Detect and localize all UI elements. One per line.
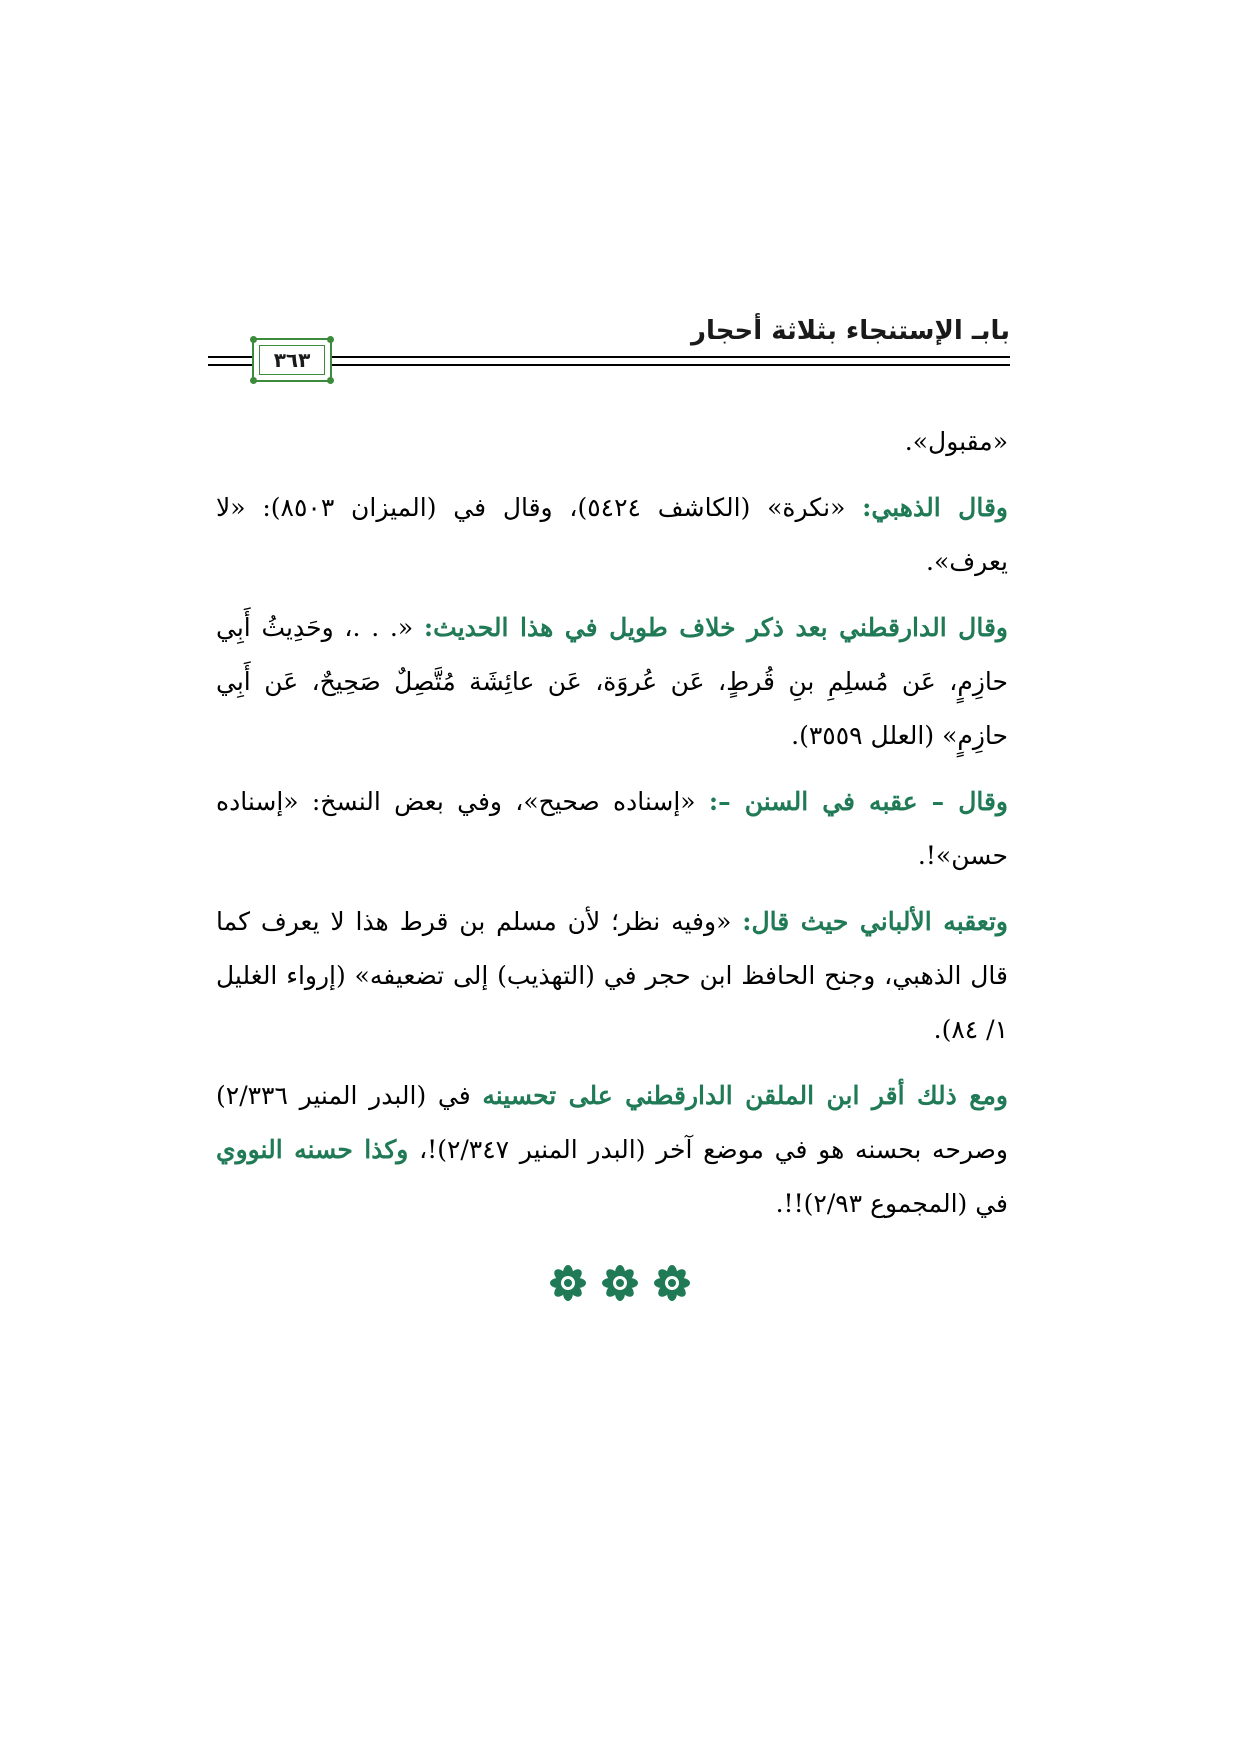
paragraph-text: في (المجموع ٢/٩٣)!!. xyxy=(775,1189,1008,1218)
body-paragraph xyxy=(216,415,1008,469)
badge-corner-ornament-icon xyxy=(327,336,334,343)
highlighted-attribution: ومع ذلك أقر ابن الملقن الدارقطني على تحسينه xyxy=(482,1081,1008,1110)
page-header xyxy=(208,292,1010,392)
badge-corner-ornament-icon xyxy=(250,336,257,343)
paragraph-text: «وفيه نظر؛ لأن مسلم بن قرط هذا لا يعرف كما قال الذهبي، وجنح الحافظ ابن حجر في (التهذيب) إلى تضعيفه» (إرواء الغليل ١/ ٨٤). xyxy=(216,907,1008,1044)
paragraph-text: «مقبول». xyxy=(904,427,1008,456)
page-number-badge xyxy=(252,338,332,382)
page-body xyxy=(216,415,1008,1243)
body-paragraph xyxy=(216,481,1008,589)
body-paragraph xyxy=(216,775,1008,883)
body-paragraph xyxy=(216,601,1008,763)
flower-ornament-icon xyxy=(602,1265,638,1305)
badge-corner-ornament-icon xyxy=(327,377,334,384)
flower-ornament-icon xyxy=(654,1265,690,1305)
paragraph-text: في (البدر المنير ٢/٣٣٦) وصرحه بحسنه هو في موضع آخر (البدر المنير ٢/٣٤٧)!، xyxy=(216,1081,1008,1164)
highlighted-attribution: وقال – عقبه في السنن –: xyxy=(708,787,1009,816)
badge-corner-ornament-icon xyxy=(250,377,257,384)
highlighted-attribution: وكذا حسنه النووي xyxy=(216,1135,409,1164)
section-end-ornaments xyxy=(0,1265,1240,1305)
body-paragraph xyxy=(216,895,1008,1057)
highlighted-attribution: وقال الذهبي: xyxy=(862,493,1008,522)
highlighted-attribution: وقال الدارقطني بعد ذكر خلاف طويل في هذا الحديث: xyxy=(423,613,1008,642)
page-number: ٣٦٣ xyxy=(259,345,325,375)
highlighted-attribution: وتعقبه الألباني حيث قال: xyxy=(742,907,1008,936)
chapter-title: بابـ الإستنجاء بثلاثة أحجار xyxy=(691,316,1010,346)
flower-ornament-icon xyxy=(550,1265,586,1305)
body-paragraph xyxy=(216,1069,1008,1231)
paragraph-text: «. . .، وحَدِيثُ أَبِي حازِمٍ، عَن مُسلِمِ بنِ قُرطٍ، عَن عُروَة، عَن عائِشَة مُتَّصِلٌ صَحِيحٌ، عَن أَبِي حازِمٍ» (العلل ٣٥٥٩). xyxy=(216,613,1008,750)
paragraph-text: «إسناده صحيح»، وفي بعض النسخ: «إسناده حسن»!. xyxy=(216,787,1008,870)
paragraph-text: «نكرة» (الكاشف ٥٤٢٤)، وقال في (الميزان ٨٥٠٣): «لا يعرف». xyxy=(216,493,1008,576)
